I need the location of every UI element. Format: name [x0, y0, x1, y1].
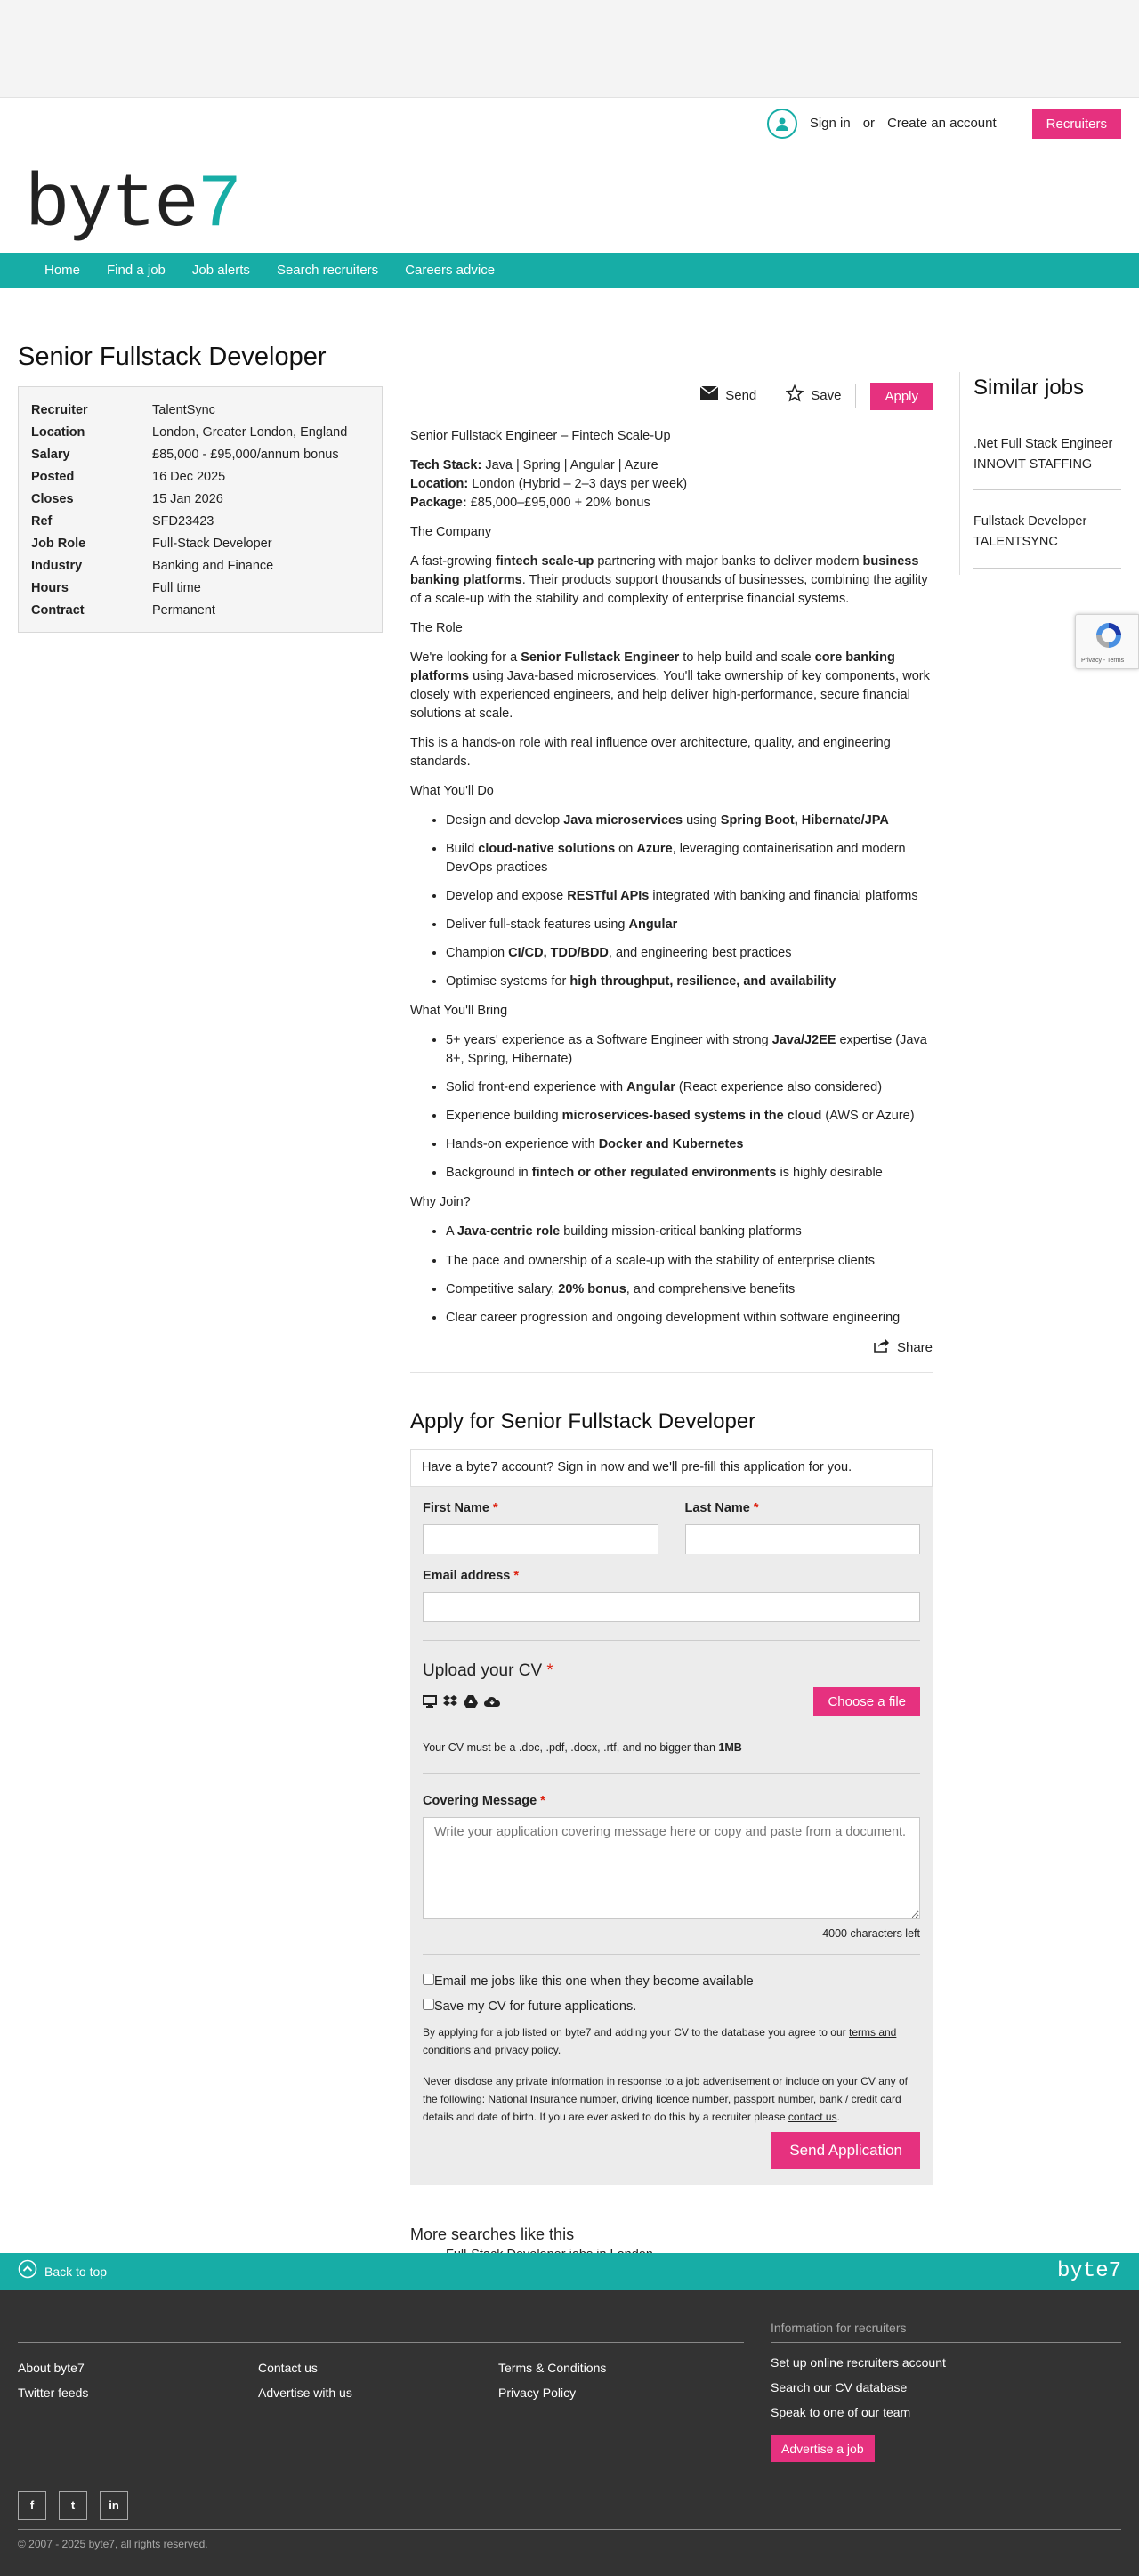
key-facts	[410, 456, 933, 513]
summary-row	[31, 511, 347, 533]
copyright: © 2007 - 2025 byte7, all rights reserved.	[18, 2529, 1121, 2552]
footer-column	[498, 2355, 739, 2405]
linkedin-icon: in	[100, 2491, 128, 2520]
send-label: Send	[725, 388, 757, 404]
list-item	[446, 1164, 933, 1183]
share-link[interactable]	[410, 1338, 933, 1359]
signin-note: Have a byte7 account? Sign in now and we'll pre-fill this application for you.	[410, 1449, 933, 1487]
apply-button[interactable]: Apply	[870, 383, 933, 410]
similar-job-title: Fullstack Developer	[973, 514, 1087, 529]
or-text: or	[862, 116, 876, 132]
text-strong: 20% bonus	[558, 1281, 626, 1296]
email-label	[423, 1567, 920, 1586]
cv-row	[423, 1687, 920, 1716]
text-strong: business banking platforms	[410, 554, 919, 588]
similar-job-title: .Net Full Stack Engineer	[973, 436, 1113, 451]
last-name-group	[685, 1499, 921, 1554]
text: (React experience also considered)	[675, 1080, 883, 1095]
recaptcha-badge[interactable]	[1075, 614, 1139, 669]
list-item	[446, 812, 933, 830]
nav-find-a-job[interactable]: Find a job	[107, 262, 166, 279]
summary-key: Hours	[31, 580, 69, 595]
text-strong: Angular	[626, 1080, 675, 1095]
text-strong: Spring Boot, Hibernate/JPA	[720, 813, 889, 828]
list-item	[446, 1309, 933, 1328]
text: Build	[446, 842, 479, 857]
text-strong: Senior Fullstack Engineer	[521, 650, 680, 666]
text-strong: Java microservices	[563, 813, 683, 828]
logo-accent: 7	[197, 164, 241, 248]
share-label: Share	[896, 1340, 933, 1356]
text-strong: high throughput, resilience, and availability	[570, 974, 836, 989]
first-name-group	[423, 1499, 658, 1554]
location-value: London (Hybrid – 2–3 days per week)	[468, 477, 688, 492]
text-strong: 1MB	[718, 1740, 742, 1754]
text: expertise (Java 8+, Spring, Hibernate)	[446, 1033, 927, 1067]
text-strong: core banking platforms	[410, 650, 895, 684]
recruiters-button[interactable]: Recruiters	[1032, 109, 1121, 139]
text: , and comprehensive benefits	[626, 1281, 796, 1296]
list-item	[446, 1031, 933, 1069]
section-heading-company: The Company	[410, 525, 492, 540]
similar-job-item[interactable]	[973, 404, 1121, 490]
text: using Java-based microservices. You'll take ownership of key components, work closely with experienced engineers, and help deliver high-performance, secure financial solutions at scale.	[410, 669, 930, 722]
summary-value: 16 Dec 2025	[152, 469, 226, 484]
why-join-list	[446, 1223, 933, 1327]
required-mark: *	[540, 1793, 545, 1808]
package-label: Package:	[410, 496, 467, 511]
section-heading-role: The Role	[410, 621, 463, 636]
action-separator	[855, 384, 856, 408]
text: on	[615, 842, 637, 857]
dropbox-icon[interactable]	[443, 1694, 457, 1714]
text: . Their products support thousands of businesses, combining the agility of a scale-up with the stability and complexity of enterprise financial systems.	[410, 573, 928, 607]
list-item	[446, 1135, 933, 1154]
job-actions	[410, 381, 933, 411]
first-name-input[interactable]	[423, 1524, 658, 1554]
summary-row	[31, 489, 347, 511]
text: (AWS or Azure)	[821, 1109, 915, 1124]
cv-sources	[423, 1694, 500, 1714]
link-text: contact us	[788, 2111, 837, 2124]
terms-notice	[423, 2023, 920, 2060]
list-item	[446, 1107, 933, 1126]
list-item	[446, 944, 933, 963]
text-strong: cloud-native solutions	[478, 842, 616, 857]
user-icon[interactable]	[767, 109, 797, 139]
top-band	[0, 0, 1139, 98]
section-heading-bring: What You'll Bring	[410, 1004, 508, 1019]
linkedin-link[interactable]	[100, 2491, 128, 2520]
email-input[interactable]	[423, 1592, 920, 1622]
privacy-link[interactable]	[495, 2044, 561, 2056]
summary-value: £85,000 - £95,000/annum bonus	[152, 447, 339, 462]
list-item	[446, 1078, 933, 1097]
text-strong: RESTful APIs	[567, 889, 650, 904]
save-job-link[interactable]	[771, 384, 855, 408]
recruiters-heading: Information for recruiters	[771, 2319, 1121, 2343]
text: using	[683, 813, 721, 828]
required-mark: *	[492, 1501, 498, 1516]
cv-requirements	[423, 1740, 920, 1756]
footer-link-terms[interactable]: Terms & Conditions	[498, 2361, 607, 2375]
link-text: terms and conditions	[423, 2025, 897, 2057]
sign-in-link[interactable]: Sign in	[809, 116, 851, 132]
summary-value: 15 Jan 2026	[152, 491, 223, 506]
text: Champion	[446, 946, 509, 961]
facebook-icon: f	[18, 2491, 46, 2520]
first-name-label	[423, 1499, 658, 1518]
cv-title	[423, 1659, 920, 1684]
summary-row	[31, 466, 347, 489]
privacy-warning	[423, 2072, 920, 2127]
text: and	[471, 2044, 495, 2057]
summary-row	[31, 533, 347, 555]
text: Clear career progression and ongoing development within software engineering	[446, 1310, 901, 1325]
text: 5+ years' experience as a Software Engineer with strong	[446, 1033, 772, 1048]
summary-row	[31, 422, 347, 444]
covering-message-input[interactable]	[423, 1817, 920, 1919]
footer-column	[18, 2355, 258, 2405]
summary-key: Salary	[31, 447, 70, 462]
send-application-button[interactable]: Send Application	[771, 2132, 920, 2169]
form-divider	[423, 1773, 920, 1774]
what-you-bring-list	[446, 1031, 933, 1183]
similar-job-item[interactable]	[973, 490, 1121, 568]
create-account-link[interactable]: Create an account	[887, 116, 997, 132]
text: A	[446, 1224, 457, 1240]
logo-row	[0, 146, 1139, 253]
label-text: Last Name	[684, 1501, 750, 1516]
text: Solid front-end experience with	[446, 1080, 627, 1095]
footer-logo: byte7	[1056, 2258, 1121, 2283]
save-cv-label: Save my CV for future applications.	[434, 1999, 637, 2014]
send-job-link[interactable]	[686, 384, 771, 408]
last-name-label	[685, 1499, 921, 1518]
send-row	[423, 2132, 920, 2169]
section-heading-do: What You'll Do	[410, 784, 494, 799]
role-paragraph	[410, 649, 933, 723]
job-title: Senior Fullstack Developer	[18, 343, 327, 371]
email-jobs-label: Email me jobs like this one when they become available	[434, 1974, 754, 1989]
footer-column	[258, 2355, 498, 2405]
text: .	[836, 2111, 840, 2124]
recruiters-info	[771, 2319, 1121, 2462]
email-jobs-checkbox[interactable]	[423, 1974, 434, 1985]
text: partnering with major banks to deliver modern	[594, 554, 863, 569]
covering-message-label	[423, 1792, 920, 1811]
email-jobs-option[interactable]	[423, 1973, 920, 1991]
account-bar	[0, 98, 1139, 146]
company-paragraph	[410, 553, 933, 609]
logo-text: byte	[25, 164, 198, 248]
list-item	[446, 1280, 933, 1299]
text: Never disclose any private information in response to a job advertisement or include on your CV any of the following: National Insurance number, driving licence number, passport number, bank / credit card details and date of birth. If you are ever asked to do this by a recruiter please	[423, 2074, 908, 2124]
summary-value: Full time	[152, 580, 201, 595]
text: building mission-critical banking platforms	[560, 1224, 802, 1240]
text-strong: fintech or other regulated environments	[531, 1166, 777, 1181]
text: , and engineering best practices	[608, 946, 792, 961]
summary-key: Industry	[31, 558, 83, 573]
text: Competitive salary,	[446, 1281, 559, 1296]
text-strong: Angular	[628, 917, 678, 933]
email-group	[423, 1567, 920, 1622]
footer-link-about[interactable]: About byte7	[18, 2361, 85, 2375]
summary-value: TalentSync	[152, 402, 215, 417]
summary-key: Contract	[31, 602, 85, 618]
twitter-link[interactable]	[59, 2491, 87, 2520]
google-drive-icon[interactable]	[464, 1694, 478, 1714]
text: integrated with banking and financial platforms	[649, 889, 918, 904]
location-label: Location:	[410, 477, 469, 492]
text: Design and develop	[446, 813, 564, 828]
last-name-input[interactable]	[685, 1524, 921, 1554]
monitor-icon[interactable]	[423, 1694, 437, 1714]
text-strong: Docker and Kubernetes	[598, 1137, 744, 1152]
list-item	[446, 1223, 933, 1241]
choose-file-button[interactable]: Choose a file	[813, 1687, 920, 1716]
summary-value: London, Greater London, England	[152, 424, 348, 440]
summary-row	[31, 600, 347, 622]
apply-title: Apply for Senior Fullstack Developer	[410, 1409, 756, 1434]
recruiter-link[interactable]: Speak to one of our team	[771, 2405, 911, 2420]
share-icon	[874, 1338, 890, 1359]
save-cv-checkbox[interactable]	[423, 1999, 434, 2010]
summary-row	[31, 577, 347, 600]
site-footer	[0, 2253, 1139, 2576]
text: is highly desirable	[776, 1166, 883, 1181]
cv-title-text: Upload your CV	[423, 1661, 543, 1681]
text: By applying for a job listed on byte7 and adding your CV to the database you agree to our	[423, 2025, 849, 2039]
footer-links	[18, 2342, 744, 2405]
similar-jobs	[959, 370, 1121, 569]
recruiter-link[interactable]: Set up online recruiters account	[771, 2355, 946, 2370]
summary-row	[31, 400, 347, 422]
application-form	[410, 1487, 933, 2185]
advertise-job-button[interactable]: Advertise a job	[771, 2435, 875, 2462]
text: to help build and scale	[679, 650, 815, 666]
main-nav	[0, 253, 1139, 288]
job-description	[410, 427, 933, 1328]
text: Hands-on experience with	[446, 1137, 599, 1152]
back-to-top-label: Back to top	[44, 2264, 108, 2279]
text: Deliver full-stack features using	[446, 917, 629, 933]
required-mark: *	[753, 1501, 759, 1516]
required-mark: *	[546, 1661, 553, 1681]
footer-link-contact[interactable]: Contact us	[258, 2361, 318, 2375]
nav-job-alerts[interactable]: Job alerts	[191, 262, 250, 279]
summary-key: Closes	[31, 491, 74, 506]
text-strong: Azure	[636, 842, 673, 857]
summary-key: Posted	[31, 469, 75, 484]
recaptcha-icon	[1094, 620, 1124, 657]
label-text: Email address	[423, 1569, 511, 1584]
summary-row	[31, 555, 347, 577]
twitter-icon: t	[59, 2491, 87, 2520]
text-strong: Java/J2EE	[771, 1033, 836, 1048]
job-summary	[18, 386, 383, 633]
recaptcha-terms: Privacy - Terms	[1081, 657, 1125, 664]
similar-job-company: INNOVIT STAFFING	[973, 456, 1093, 472]
required-mark: *	[513, 1569, 520, 1584]
summary-value: Permanent	[152, 602, 215, 618]
summary-value: SFD23423	[152, 513, 214, 529]
list-item	[446, 973, 933, 991]
summary-key: Ref	[31, 513, 53, 529]
nav-home[interactable]: Home	[44, 262, 81, 279]
footer-link-privacy[interactable]: Privacy Policy	[498, 2386, 577, 2400]
job-headline: Senior Fullstack Engineer – Fintech Scale-Up	[410, 429, 671, 443]
what-you-do-list	[446, 812, 933, 991]
text: , leveraging containerisation and modern DevOps practices	[446, 842, 906, 876]
back-to-top-link[interactable]	[18, 2259, 107, 2283]
form-divider	[423, 1954, 920, 1955]
label-text: Covering Message	[423, 1793, 537, 1808]
list-item	[446, 1252, 933, 1271]
link-text: privacy policy.	[494, 2044, 561, 2057]
text: We're looking for a	[410, 650, 521, 666]
recruiters-links	[771, 2350, 1121, 2425]
text-strong: fintech scale-up	[495, 554, 594, 569]
text: Experience building	[446, 1109, 562, 1124]
save-label: Save	[811, 388, 842, 404]
characters-left: 4000 characters left	[822, 1926, 920, 1940]
save-cv-option[interactable]	[423, 1998, 920, 2016]
summary-key: Location	[31, 424, 85, 440]
contact-us-link[interactable]	[788, 2111, 837, 2123]
list-item	[446, 840, 933, 877]
summary-key: Job Role	[31, 536, 86, 551]
text-strong: CI/CD, TDD/BDD	[508, 946, 609, 961]
name-row	[423, 1499, 920, 1554]
envelope-icon	[700, 386, 718, 406]
recruiter-link[interactable]: Search our CV database	[771, 2380, 908, 2395]
tech-stack-label: Tech Stack:	[410, 458, 482, 473]
job-summary-table	[31, 400, 347, 622]
section-heading-join: Why Join?	[410, 1195, 471, 1210]
package-value: £85,000–£95,000 + 20% bonus	[466, 496, 650, 511]
footer-link-advertise[interactable]: Advertise with us	[258, 2386, 352, 2400]
text: Your CV must be a .doc, .pdf, .docx, .rtf, and no bigger than	[423, 1740, 719, 1754]
footer-link-twitter-feeds[interactable]: Twitter feeds	[18, 2386, 89, 2400]
text: Background in	[446, 1166, 532, 1181]
site-logo[interactable]	[25, 164, 241, 248]
job-main	[410, 381, 933, 2265]
list-item	[446, 916, 933, 934]
text: The pace and ownership of a scale-up with the stability of enterprise clients	[446, 1253, 875, 1268]
summary-value: Full-Stack Developer	[152, 536, 272, 551]
nav-search-recruiters[interactable]: Search recruiters	[276, 262, 379, 279]
label-text: First Name	[423, 1501, 489, 1516]
star-icon	[786, 384, 804, 408]
text: A fast-growing	[410, 554, 496, 569]
chevron-up-icon	[18, 2259, 37, 2283]
similar-job-company: TALENTSYNC	[973, 535, 1058, 550]
tech-stack-value: Java | Spring | Angular | Azure	[481, 458, 658, 473]
list-item	[446, 887, 933, 906]
similar-jobs-title: Similar jobs	[973, 375, 1085, 400]
nav-careers-advice[interactable]: Careers advice	[405, 262, 496, 279]
text: Optimise systems for	[446, 974, 570, 989]
footer-bar	[0, 2253, 1139, 2290]
summary-key: Recruiter	[31, 402, 88, 417]
similar-jobs-inner	[959, 373, 1121, 569]
form-divider	[423, 1640, 920, 1641]
role-paragraph-2: This is a hands-on role with real influence over architecture, quality, and engineering standards.	[410, 736, 891, 770]
summary-value: Banking and Finance	[152, 558, 274, 573]
social-links	[18, 2491, 128, 2520]
text: Develop and expose	[446, 889, 568, 904]
summary-row	[31, 444, 347, 466]
facebook-link[interactable]	[18, 2491, 46, 2520]
more-searches-title: More searches like this	[410, 2225, 575, 2243]
text-strong: microservices-based systems in the cloud	[561, 1109, 822, 1124]
section-divider	[410, 1372, 933, 1373]
text-strong: Java-centric role	[456, 1224, 561, 1240]
onedrive-icon[interactable]	[484, 1694, 500, 1714]
